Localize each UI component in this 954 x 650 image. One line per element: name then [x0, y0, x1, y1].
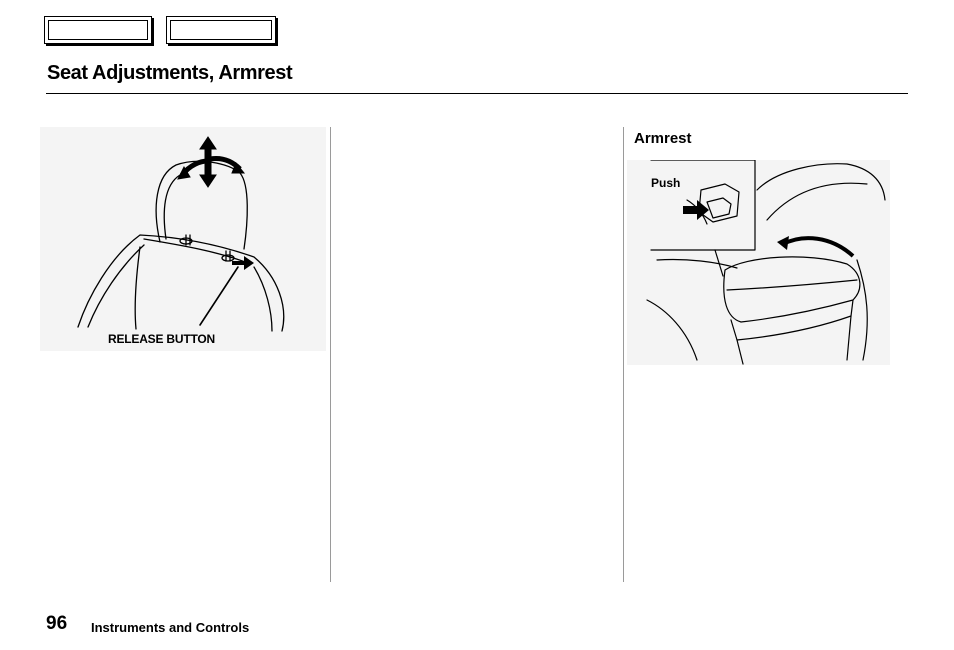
- release-button-caption: RELEASE BUTTON: [108, 332, 215, 346]
- title-divider: [46, 93, 908, 94]
- nav-button-frame: [48, 20, 148, 40]
- armrest-illustration: [627, 160, 890, 365]
- nav-button-previous[interactable]: [44, 16, 152, 44]
- column-divider: [330, 127, 331, 582]
- push-label: Push: [651, 176, 681, 190]
- column-divider: [623, 127, 624, 582]
- section-footer: Instruments and Controls: [91, 620, 250, 635]
- page-title: Seat Adjustments, Armrest: [47, 62, 293, 84]
- nav-button-next[interactable]: [166, 16, 276, 44]
- headrest-illustration: [40, 127, 326, 351]
- nav-button-frame: [170, 20, 272, 40]
- armrest-drawing: [627, 160, 890, 365]
- page-number: 96: [46, 613, 68, 634]
- seat-drawing: [40, 127, 326, 351]
- armrest-heading: Armrest: [634, 130, 692, 147]
